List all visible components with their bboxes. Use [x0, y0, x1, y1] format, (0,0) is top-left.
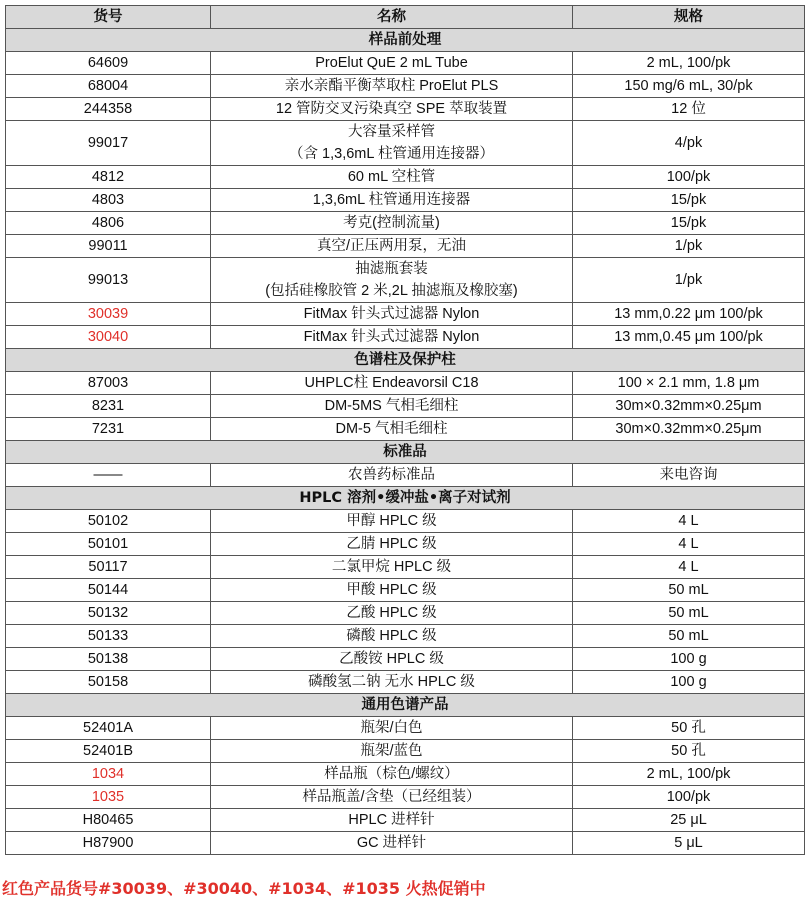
product-name-cell — [211, 98, 573, 121]
table-header-row — [6, 6, 805, 29]
table-row — [6, 717, 805, 740]
table-row — [6, 671, 805, 694]
table-row — [6, 832, 805, 855]
product-code: 68004 — [6, 75, 211, 98]
product-name: ProElut QuE 2 mL Tube — [315, 55, 468, 71]
product-spec: 50 孔 — [573, 740, 805, 763]
product-name: 瓶架/白色 — [360, 720, 423, 736]
product-name-cell — [211, 235, 573, 258]
product-name: 考克(控制流量) — [343, 215, 440, 231]
product-spec: 来电咨询 — [573, 464, 805, 487]
table-row — [6, 235, 805, 258]
section-header-row — [6, 29, 805, 52]
product-code: H80465 — [6, 809, 211, 832]
product-name-cell — [211, 510, 573, 533]
product-spec: 4 L — [573, 533, 805, 556]
table-row — [6, 52, 805, 75]
product-table — [5, 5, 805, 855]
product-name: 乙腈 HPLC 级 — [346, 536, 437, 552]
product-code: 7231 — [6, 418, 211, 441]
product-code: 64609 — [6, 52, 211, 75]
product-name-cell — [211, 212, 573, 235]
product-name-cell — [211, 717, 573, 740]
table-row — [6, 602, 805, 625]
product-name-cell — [211, 809, 573, 832]
table-row — [6, 763, 805, 786]
table-row — [6, 75, 805, 98]
product-name: FitMax 针头式过滤器 Nylon — [303, 306, 480, 322]
product-name-cell — [211, 372, 573, 395]
product-name: 大容量采样管 — [348, 124, 435, 140]
product-name: 真空/正压两用泵，无油 — [316, 238, 467, 254]
product-code: 30039 — [6, 303, 211, 326]
product-name: 样品瓶盖/含垫（已经组装） — [302, 789, 481, 805]
product-name-cell — [211, 303, 573, 326]
product-code: 50117 — [6, 556, 211, 579]
table-row — [6, 189, 805, 212]
product-name: 亲水亲酯平衡萃取柱 ProElut PLS — [284, 78, 499, 94]
product-name-cell — [211, 418, 573, 441]
product-spec: 50 mL — [573, 625, 805, 648]
table-row — [6, 533, 805, 556]
product-spec: 100/pk — [573, 166, 805, 189]
product-name: 1,3,6mL 柱管通用连接器 — [312, 192, 471, 208]
product-name-cell — [211, 464, 573, 487]
product-spec: 12 位 — [573, 98, 805, 121]
product-name-cell — [211, 556, 573, 579]
product-name-cell — [211, 579, 573, 602]
product-name-cell — [211, 166, 573, 189]
product-spec: 4 L — [573, 510, 805, 533]
product-spec: 50 孔 — [573, 717, 805, 740]
product-name-cell — [211, 121, 573, 166]
table-row — [6, 740, 805, 763]
table-row — [6, 372, 805, 395]
product-name: 乙酸 HPLC 级 — [346, 605, 437, 621]
product-code: 4803 — [6, 189, 211, 212]
table-row — [6, 464, 805, 487]
product-name: HPLC 进样针 — [348, 812, 435, 828]
product-spec: 1/pk — [573, 258, 805, 303]
product-name-cell — [211, 533, 573, 556]
product-spec: 15/pk — [573, 212, 805, 235]
table-row — [6, 303, 805, 326]
section-header-row — [6, 349, 805, 372]
product-name: 60 mL 空柱管 — [347, 169, 436, 185]
product-spec: 100 g — [573, 648, 805, 671]
table-row — [6, 625, 805, 648]
product-spec: 5 μL — [573, 832, 805, 855]
product-name-cell — [211, 671, 573, 694]
table-row — [6, 258, 805, 303]
product-name-cell — [211, 740, 573, 763]
table-row — [6, 212, 805, 235]
product-code: 50144 — [6, 579, 211, 602]
table-row — [6, 579, 805, 602]
product-code: 50102 — [6, 510, 211, 533]
product-spec: 25 μL — [573, 809, 805, 832]
product-name-cell — [211, 786, 573, 809]
product-spec: 50 mL — [573, 579, 805, 602]
section-title: 色谱柱及保护柱 — [6, 349, 805, 372]
product-name-cell — [211, 52, 573, 75]
section-header-row — [6, 441, 805, 464]
header-name: 名称 — [211, 6, 573, 29]
table-row — [6, 326, 805, 349]
product-name-cell — [211, 625, 573, 648]
product-spec: 15/pk — [573, 189, 805, 212]
product-spec: 150 mg/6 mL, 30/pk — [573, 75, 805, 98]
product-name: 瓶架/蓝色 — [360, 743, 423, 759]
product-code: 50138 — [6, 648, 211, 671]
product-name: 二氯甲烷 HPLC 级 — [331, 559, 452, 575]
product-code: 50133 — [6, 625, 211, 648]
product-name-cell — [211, 326, 573, 349]
section-title: 标准品 — [6, 441, 805, 464]
product-name-cell — [211, 75, 573, 98]
product-code: H87900 — [6, 832, 211, 855]
table-row — [6, 786, 805, 809]
product-name-cell — [211, 763, 573, 786]
product-name: 磷酸 HPLC 级 — [346, 628, 437, 644]
product-code: 99017 — [6, 121, 211, 166]
product-spec: 30m×0.32mm×0.25μm — [573, 395, 805, 418]
product-spec: 100 g — [573, 671, 805, 694]
product-code: —— — [6, 464, 211, 487]
product-code: 1035 — [6, 786, 211, 809]
product-name: 乙酸铵 HPLC 级 — [339, 651, 444, 667]
table-row — [6, 809, 805, 832]
product-spec: 1/pk — [573, 235, 805, 258]
section-title: HPLC 溶剂•缓冲盐•离子对试剂 — [6, 487, 805, 510]
product-spec: 100 × 2.1 mm, 1.8 μm — [573, 372, 805, 395]
product-spec: 50 mL — [573, 602, 805, 625]
product-name-detail: (包括硅橡胶管 2 米,2L 抽滤瓶及橡胶塞) — [265, 283, 518, 299]
table-row — [6, 556, 805, 579]
section-header-row — [6, 694, 805, 717]
table-body — [6, 29, 805, 855]
table-row — [6, 166, 805, 189]
table-row — [6, 98, 805, 121]
product-name-detail: （含 1,3,6mL 柱管通用连接器） — [289, 146, 494, 162]
section-title: 通用色谱产品 — [6, 694, 805, 717]
product-code: 50158 — [6, 671, 211, 694]
product-spec: 4 L — [573, 556, 805, 579]
product-code: 99011 — [6, 235, 211, 258]
product-code: 52401A — [6, 717, 211, 740]
product-code: 52401B — [6, 740, 211, 763]
product-name: 农兽药标准品 — [348, 467, 435, 483]
header-spec: 规格 — [573, 6, 805, 29]
product-name: 样品瓶（棕色/螺纹） — [324, 766, 459, 782]
product-name: FitMax 针头式过滤器 Nylon — [303, 329, 480, 345]
product-code: 8231 — [6, 395, 211, 418]
table-row — [6, 510, 805, 533]
table-row — [6, 395, 805, 418]
product-spec: 13 mm,0.22 μm 100/pk — [573, 303, 805, 326]
product-name: DM-5MS 气相毛细柱 — [324, 398, 459, 414]
product-code: 30040 — [6, 326, 211, 349]
product-name: 磷酸氢二钠 无水 HPLC 级 — [308, 674, 475, 690]
product-name-cell — [211, 832, 573, 855]
product-name: 甲醇 HPLC 级 — [346, 513, 437, 529]
table-row — [6, 121, 805, 166]
product-name: DM-5 气相毛细柱 — [335, 421, 448, 437]
product-spec: 4/pk — [573, 121, 805, 166]
product-name-cell — [211, 395, 573, 418]
product-code: 1034 — [6, 763, 211, 786]
product-code: 87003 — [6, 372, 211, 395]
product-name-cell — [211, 258, 573, 303]
product-name: 12 管防交叉污染真空 SPE 萃取装置 — [275, 101, 508, 117]
product-name: 甲酸 HPLC 级 — [346, 582, 437, 598]
product-code: 244358 — [6, 98, 211, 121]
product-spec: 13 mm,0.45 μm 100/pk — [573, 326, 805, 349]
product-spec: 30m×0.32mm×0.25μm — [573, 418, 805, 441]
table-row — [6, 648, 805, 671]
product-spec: 2 mL, 100/pk — [573, 763, 805, 786]
product-name: 抽滤瓶套装 — [355, 261, 428, 277]
product-name: GC 进样针 — [356, 835, 427, 851]
product-spec: 2 mL, 100/pk — [573, 52, 805, 75]
product-code: 50101 — [6, 533, 211, 556]
header-code: 货号 — [6, 6, 211, 29]
product-name-cell — [211, 189, 573, 212]
product-code: 50132 — [6, 602, 211, 625]
product-code: 99013 — [6, 258, 211, 303]
product-code: 4806 — [6, 212, 211, 235]
section-header-row — [6, 487, 805, 510]
product-spec: 100/pk — [573, 786, 805, 809]
product-name: UHPLC柱 Endeavorsil C18 — [304, 375, 479, 391]
promo-footer: 红色产品货号#30039、#30040、#1034、#1035 火热促销中 — [2, 879, 486, 898]
product-name-cell — [211, 602, 573, 625]
product-code: 4812 — [6, 166, 211, 189]
product-name-cell — [211, 648, 573, 671]
section-title: 样品前处理 — [6, 29, 805, 52]
table-row — [6, 418, 805, 441]
